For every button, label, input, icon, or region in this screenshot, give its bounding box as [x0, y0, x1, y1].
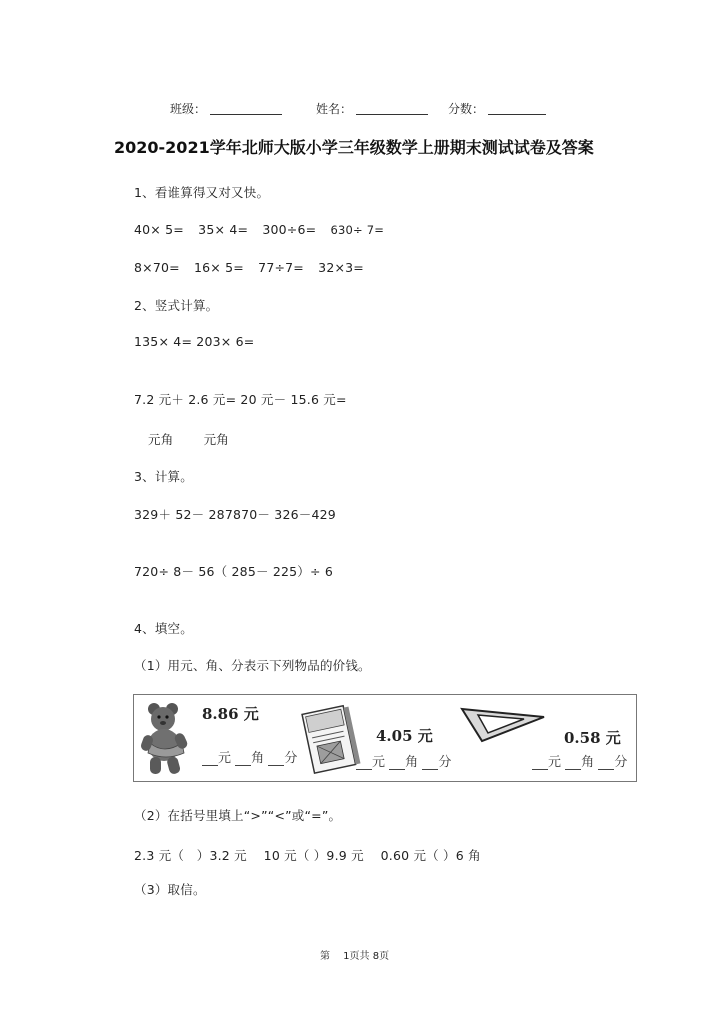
price-3-units	[532, 751, 627, 770]
unit: 分	[438, 755, 452, 770]
score-blank	[488, 102, 546, 115]
teddy-bear-icon	[138, 699, 196, 777]
unit: 角	[251, 751, 265, 766]
price-2-units	[356, 751, 451, 770]
score-label: 分数：	[448, 102, 485, 116]
price-items-box	[133, 694, 637, 782]
section-1-row-2	[134, 260, 364, 275]
section-4-question-2-line: 2.3 元（ ）3.2 元 10 元（ ）9.9 元 0.60 元（ ）6 角	[134, 848, 481, 863]
unit: 分	[284, 751, 298, 766]
book-icon	[300, 703, 362, 777]
section-2-line-2: 7.2 元＋ 2.6 元= 20 元－ 15.6 元=	[134, 392, 347, 407]
price-2: 4.05 元	[376, 727, 433, 745]
unit: 元	[218, 751, 232, 766]
section-1-heading: 1、看谁算得又对又快。	[134, 185, 270, 200]
expr: 8×70=	[134, 260, 180, 275]
section-2-line-3	[148, 430, 229, 448]
section-3-line-1: 329＋ 52－ 287870－ 326－429	[134, 507, 336, 522]
unit: 元	[548, 755, 562, 770]
expr: 16× 5=	[194, 260, 244, 275]
set-square-icon	[460, 705, 546, 743]
name-field	[316, 100, 428, 117]
page-footer: 第 1页共 8页	[320, 951, 390, 962]
unit: 分	[614, 755, 628, 770]
price-1-units	[202, 747, 297, 766]
section-4-question-1: （1）用元、角、分表示下列物品的价钱。	[134, 658, 371, 673]
name-blank	[356, 102, 428, 115]
unit-text: 元角	[203, 432, 229, 447]
price-1: 8.86 元	[202, 705, 259, 723]
section-4-question-3: （3）取信。	[134, 882, 206, 897]
expr: 77÷7=	[258, 260, 304, 275]
unit: 元	[372, 755, 386, 770]
expr: 630÷ 7=	[330, 223, 385, 237]
expr: 32×3=	[318, 260, 364, 275]
expr: 35× 4=	[198, 222, 249, 237]
class-label: 班级：	[170, 102, 207, 116]
name-label: 姓名：	[316, 102, 353, 116]
section-3-heading: 3、计算。	[134, 469, 193, 484]
section-1-row-1	[134, 222, 384, 237]
section-2-heading: 2、竖式计算。	[134, 298, 219, 313]
unit: 角	[405, 755, 419, 770]
score-field	[448, 100, 546, 117]
unit: 角	[581, 755, 595, 770]
section-4-heading: 4、填空。	[134, 621, 193, 636]
section-3-line-2: 720÷ 8－ 56（ 285－ 225）÷ 6	[134, 564, 334, 579]
class-field	[170, 100, 282, 117]
class-blank	[210, 102, 282, 115]
page-title: 2020-2021学年北师大版小学三年级数学上册期末测试试卷及答案	[114, 138, 594, 157]
expr: 300÷6=	[262, 222, 317, 237]
section-4-question-2: （2）在括号里填上“>”“<”或“=”。	[134, 808, 342, 823]
price-3: 0.58 元	[564, 729, 621, 747]
unit-text: 元角	[148, 432, 174, 447]
expr: 40× 5=	[134, 222, 184, 237]
section-2-line-1: 135× 4= 203× 6=	[134, 334, 255, 349]
